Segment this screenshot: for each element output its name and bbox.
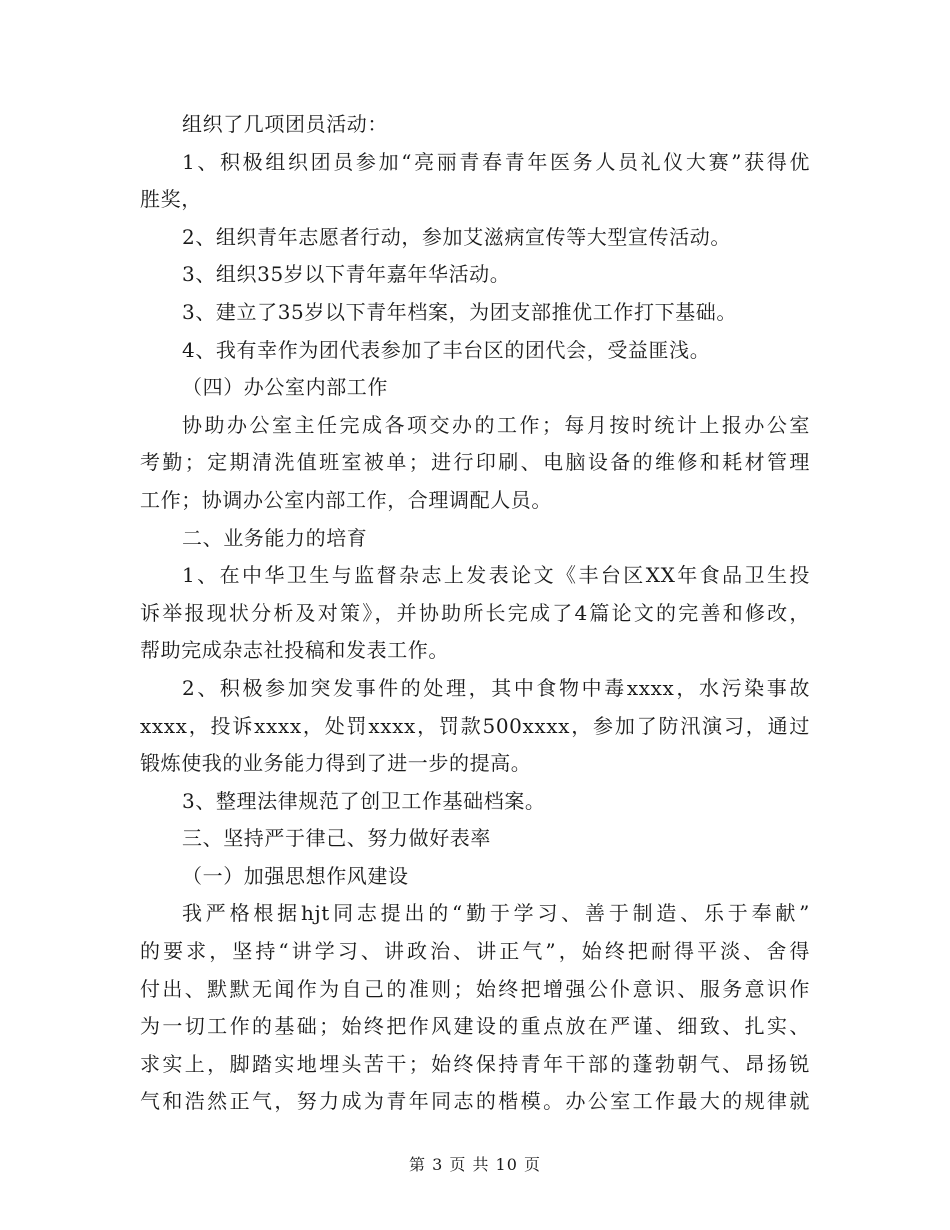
text-line: 三、坚持严于律己、努力做好表率 <box>182 826 491 851</box>
text-line: 4、我有幸作为团代表参加了丰台区的团代会，受益匪浅。 <box>182 337 711 362</box>
text-line: 诉举报现状分析及对策》，并协助所长完成了4篇论文的完善和修改， <box>140 600 810 625</box>
text-line: 二、业务能力的培育 <box>182 525 368 550</box>
text-line: 帮助完成杂志社投稿和发表工作。 <box>140 638 449 663</box>
text-line: （四）办公室内部工作 <box>182 375 388 400</box>
text-line: 求实上，脚踏实地埋头苦干；始终保持青年干部的蓬勃朝气、昂扬锐 <box>140 1051 810 1076</box>
text-line: 锻炼使我的业务能力得到了进一步的提高。 <box>140 751 532 776</box>
document-body <box>140 106 810 1121</box>
text-line: 气和浩然正气，努力成为青年同志的楷模。办公室工作最大的规律就 <box>140 1089 810 1114</box>
text-line: 为一切工作的基础；始终把作风建设的重点放在严谨、细致、扎实、 <box>140 1014 810 1039</box>
text-line: 3、建立了35岁以下青年档案，为团支部推优工作打下基础。 <box>182 299 737 324</box>
text-line: 我严格根据hjt同志提出的“勤于学习、善于制造、乐于奉献” <box>182 901 810 926</box>
text-line: 1、在中华卫生与监督杂志上发表论文《丰台区XX年食品卫生投 <box>182 563 810 588</box>
text-line: 考勤；定期清洗值班室被单；进行印刷、电脑设备的维修和耗材管理 <box>140 450 810 475</box>
text-line: 2、积极参加突发事件的处理，其中食物中毒xxxx，水污染事故 <box>182 675 810 700</box>
text-line: 协助办公室主任完成各项交办的工作；每月按时统计上报办公室 <box>182 412 810 437</box>
text-line: 付出、默默无闻作为自己的准则；始终把增强公仆意识、服务意识作 <box>140 976 810 1001</box>
text-line: 工作；协调办公室内部工作，合理调配人员。 <box>140 487 552 512</box>
text-line: 2、组织青年志愿者行动，参加艾滋病宣传等大型宣传活动。 <box>182 224 731 249</box>
text-line: 的要求，坚持“讲学习、讲政治、讲正气”，始终把耐得平淡、舍得 <box>140 939 810 964</box>
text-line: 3、整理法律规范了创卫工作基础档案。 <box>182 788 546 813</box>
text-line: 胜奖， <box>140 187 202 212</box>
text-line: 组织了几项团员活动： <box>182 112 388 136</box>
text-line: xxxx，投诉xxxx，处罚xxxx，罚款500xxxx，参加了防汛演习，通过 <box>140 713 810 738</box>
text-line: （一）加强思想作风建设 <box>182 863 409 888</box>
text-line: 3、组织35岁以下青年嘉年华活动。 <box>182 262 511 287</box>
text-line: 1、积极组织团员参加“亮丽青春青年医务人员礼仪大赛”获得优 <box>182 149 810 174</box>
page-footer: 第 3 页 共 10 页 <box>409 1155 541 1174</box>
